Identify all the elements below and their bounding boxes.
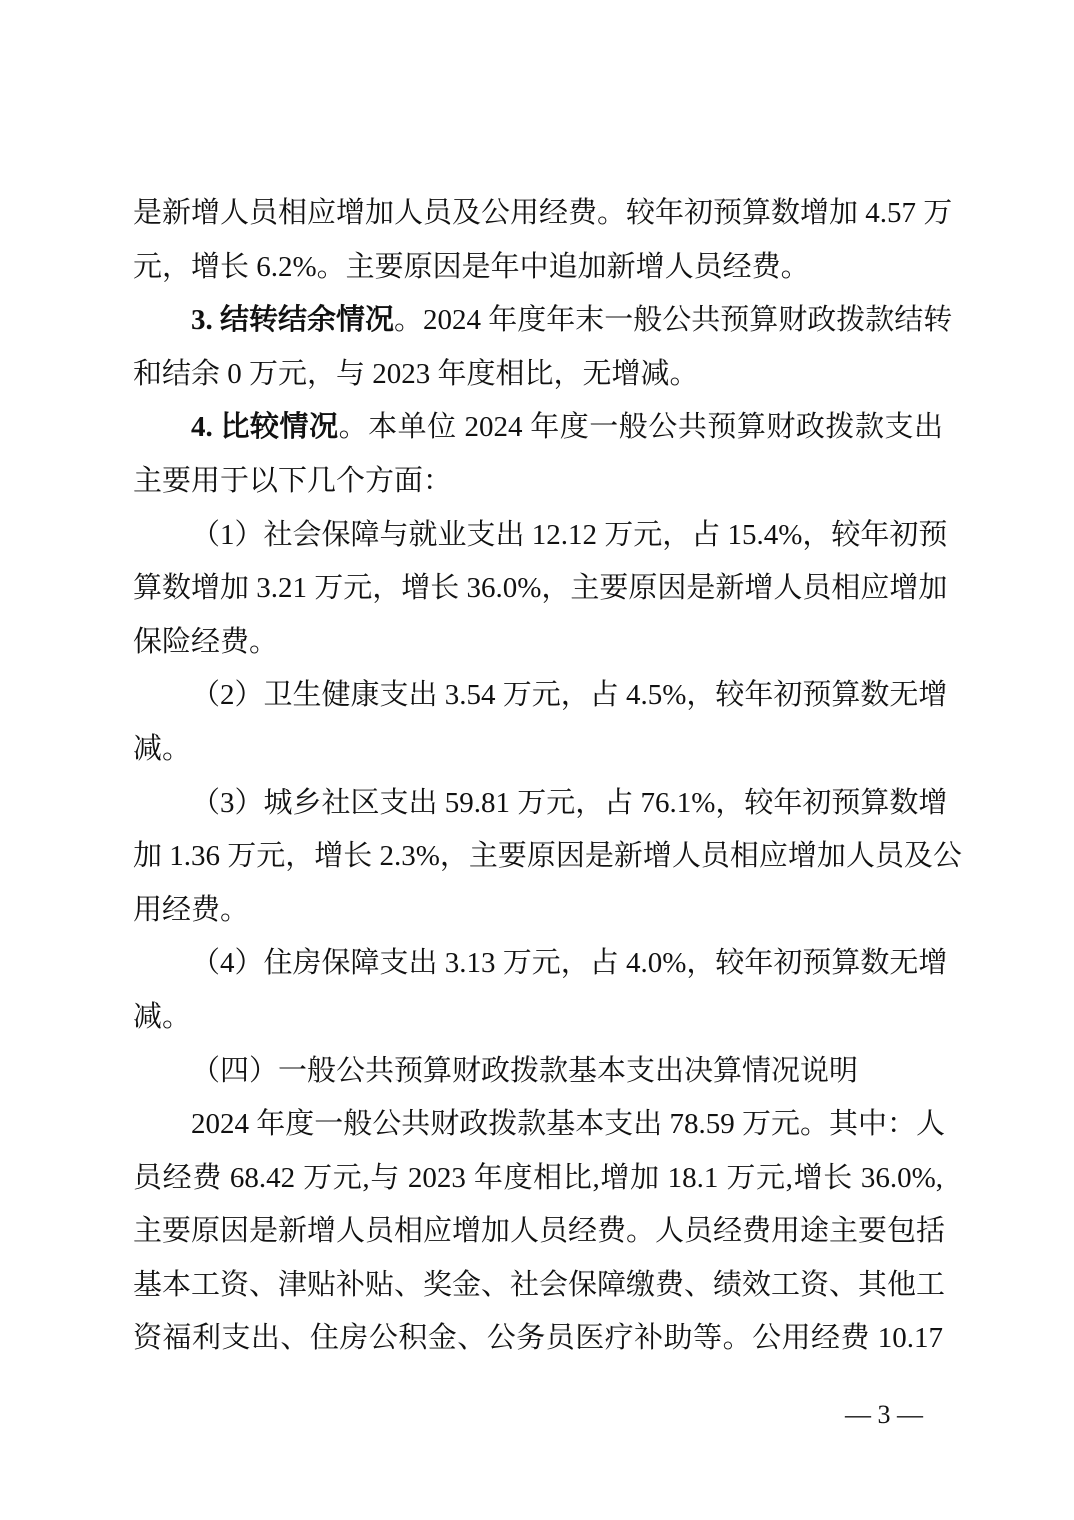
line-text: 。2024 年度年末一般公共预算财政拨款结转 bbox=[394, 304, 953, 337]
text-line bbox=[133, 1205, 946, 1259]
text-line bbox=[133, 616, 943, 670]
line-text: （四）一般公共预算财政拨款基本支出决算情况说明 bbox=[191, 1054, 859, 1087]
text-line bbox=[133, 937, 948, 991]
text-line bbox=[133, 241, 943, 295]
line-text: 元，增长 6.2%。主要原因是年中追加新增人员经费。 bbox=[133, 250, 810, 283]
line-text: 用经费。 bbox=[133, 893, 250, 926]
line-text: 2024 年度一般公共财政拨款基本支出 78.59 万元。其中：人 bbox=[191, 1108, 946, 1141]
line-text: 和结余 0 万元，与 2023 年度相比，无增减。 bbox=[133, 357, 699, 390]
line-text: 减。 bbox=[133, 1000, 192, 1033]
line-text: 基本工资、津贴补贴、奖金、社会保障缴费、绩效工资、其他工 bbox=[133, 1268, 946, 1301]
text-line bbox=[133, 1152, 943, 1206]
text-line bbox=[133, 830, 962, 884]
paragraph bbox=[133, 777, 962, 938]
line-text: 加 1.36 万元，增长 2.3%，主要原因是新增人员相应增加人员及公 bbox=[133, 840, 962, 873]
line-text: 算数增加 3.21 万元，增长 36.0%，主要原因是新增人员相应增加 bbox=[133, 572, 948, 605]
line-text: 保险经费。 bbox=[133, 625, 279, 658]
line-text: 主要原因是新增人员相应增加人员经费。人员经费用途主要包括 bbox=[133, 1215, 946, 1248]
page-number: — 3 — bbox=[845, 1400, 923, 1429]
line-text: 减。 bbox=[133, 732, 192, 765]
text-line bbox=[133, 723, 943, 777]
text-line bbox=[133, 777, 948, 831]
line-text: 资福利支出、住房公积金、公务员医疗补助等。公用经费 10.17 bbox=[133, 1322, 943, 1355]
text-line bbox=[133, 991, 943, 1045]
text-line bbox=[133, 1045, 943, 1099]
text-line bbox=[133, 509, 948, 563]
line-text: 是新增人员相应增加人员及公用经费。较年初预算数增加 4.57 万 bbox=[133, 197, 953, 229]
text-line bbox=[133, 401, 943, 455]
section-heading: 4. 比较情况 bbox=[191, 411, 339, 444]
text-line bbox=[133, 1098, 946, 1152]
paragraph bbox=[133, 401, 943, 508]
text-line bbox=[133, 884, 943, 938]
text-line bbox=[133, 187, 953, 241]
line-text: 员经费 68.42 万元,与 2023 年度相比,增加 18.1 万元,增长 36.0%, bbox=[133, 1161, 943, 1194]
paragraph bbox=[133, 1045, 943, 1099]
line-text: （4）住房保障支出 3.13 万元，占 4.0%，较年初预算数无增 bbox=[191, 947, 948, 980]
section-heading: 3. 结转结余情况 bbox=[191, 304, 395, 337]
paragraph bbox=[133, 669, 948, 776]
line-text: （2）卫生健康支出 3.54 万元，占 4.5%，较年初预算数无增 bbox=[191, 679, 948, 712]
paragraph bbox=[133, 187, 953, 294]
paragraph bbox=[133, 937, 948, 1044]
text-line bbox=[133, 455, 943, 509]
text-line bbox=[133, 294, 953, 348]
text-line bbox=[133, 1259, 946, 1313]
text-line bbox=[133, 1312, 943, 1366]
line-text: 主要用于以下几个方面： bbox=[133, 464, 453, 497]
paragraph bbox=[133, 1098, 946, 1366]
text-line bbox=[133, 562, 948, 616]
text-line bbox=[133, 669, 948, 723]
line-text: （3）城乡社区支出 59.81 万元，占 76.1%，较年初预算数增 bbox=[191, 786, 948, 819]
text-line bbox=[133, 348, 943, 402]
line-text: 。本单位 2024 年度一般公共预算财政拨款支出 bbox=[338, 411, 943, 444]
paragraph bbox=[133, 509, 948, 670]
document-body bbox=[133, 187, 962, 1366]
line-text: （1）社会保障与就业支出 12.12 万元，占 15.4%，较年初预 bbox=[191, 518, 948, 551]
paragraph bbox=[133, 294, 953, 401]
